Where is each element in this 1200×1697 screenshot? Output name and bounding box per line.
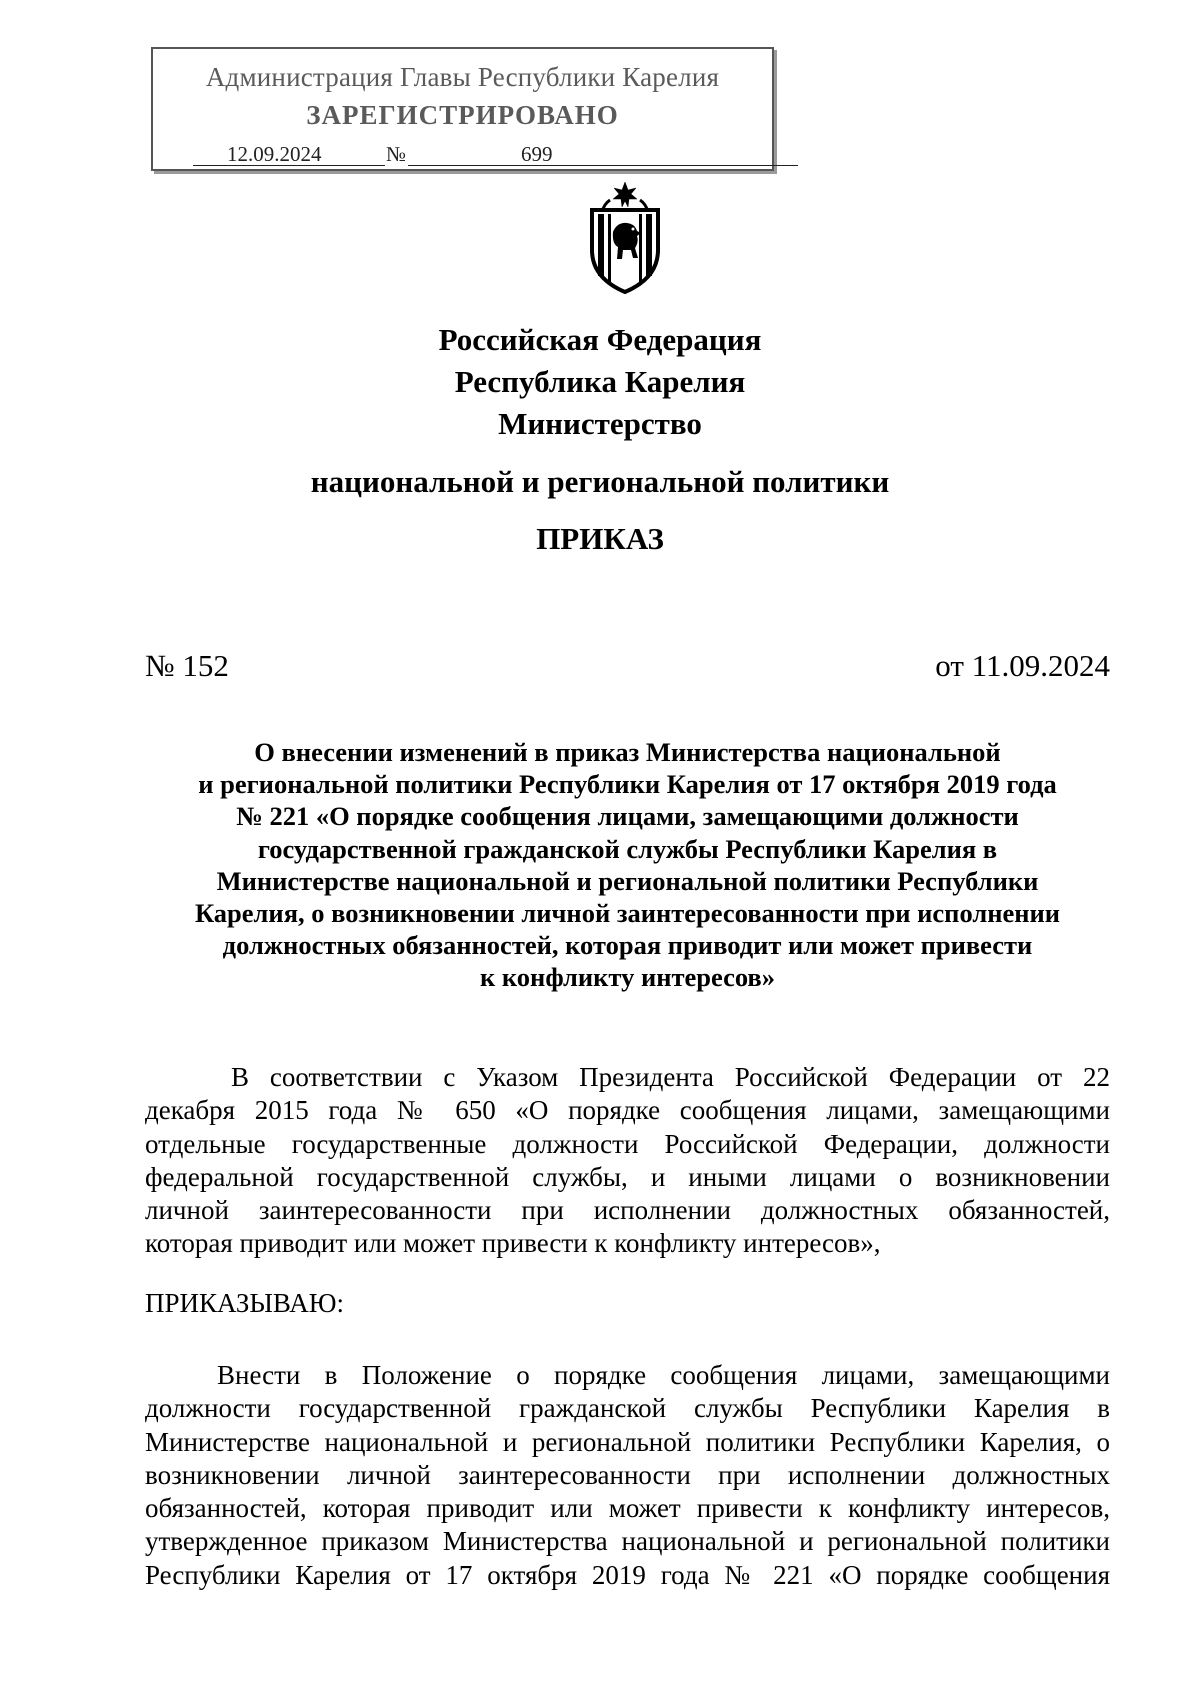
stamp-number-underline bbox=[408, 165, 798, 166]
order-word bbox=[145, 1287, 1110, 1320]
paragraph-line: должности государственной гражданской службы Республики Карелия в bbox=[145, 1393, 1110, 1424]
order-word-text: ПРИКАЗЫВАЮ: bbox=[145, 1288, 344, 1318]
paragraph-line: декабря 2015 года № 650 «О порядке сообщения лицами, замещающими bbox=[145, 1095, 1110, 1126]
operative-paragraph bbox=[145, 1359, 1110, 1592]
paragraph-line: федеральной государственной службы, и иными лицами о возникновении bbox=[145, 1161, 1110, 1192]
stamp-number: 699 bbox=[521, 142, 553, 166]
subject-line: к конфликту интересов» bbox=[479, 962, 775, 993]
order-date: от 11.09.2024 bbox=[935, 648, 1110, 683]
header-country: Российская Федерация bbox=[438, 322, 762, 357]
registration-stamp bbox=[151, 47, 774, 171]
subject-line: Министерстве национальной и региональной политики Республики bbox=[216, 865, 1039, 896]
subject-line: Карелия, о возникновении личной заинтересованности при исполнении bbox=[194, 898, 1061, 929]
header-ministry-name: национальной и региональной политики bbox=[310, 464, 890, 499]
stamp-authority: Администрация Главы Республики Карелия bbox=[205, 62, 720, 92]
paragraph-line: В соответствии с Указом Президента Российской Федерации от 22 bbox=[231, 1062, 1110, 1092]
stamp-gap-underline bbox=[363, 165, 385, 166]
paragraph-line: возникновении личной заинтересованности при исполнении должностных bbox=[145, 1459, 1110, 1490]
preamble-paragraph bbox=[145, 1061, 1110, 1261]
stamp-registered-label: ЗАРЕГИСТРИРОВАНО bbox=[306, 100, 619, 130]
subject-line: государственной гражданской службы Республики Карелия в bbox=[257, 833, 998, 864]
subject-line: и региональной политики Республики Карелия от 17 октября 2019 года bbox=[198, 769, 1057, 800]
stamp-date: 12.09.2024 bbox=[227, 142, 322, 166]
paragraph-line: которая приводит или может привести к конфликту интересов», bbox=[145, 1228, 881, 1259]
paragraph-line: утвержденное приказом Министерства национальной и региональной политики bbox=[145, 1526, 1110, 1557]
subject-line: № 221 «О порядке сообщения лицами, замещающими должности bbox=[236, 801, 1019, 832]
order-subject bbox=[145, 736, 1110, 994]
paragraph-line: обязанностей, которая приводит или может привести к конфликту интересов, bbox=[145, 1493, 1110, 1524]
paragraph-line: Внести в Положение о порядке сообщения лицами, замещающими bbox=[217, 1360, 1110, 1390]
paragraph-line: личной заинтересованности при исполнении должностных обязанностей, bbox=[145, 1195, 1110, 1226]
subject-line: О внесении изменений в приказ Министерства национальной bbox=[254, 737, 1001, 767]
paragraph-line: отдельные государственные должности Российской Федерации, должности bbox=[145, 1128, 1110, 1159]
paragraph-line: Республики Карелия от 17 октября 2019 года № 221 «О порядке сообщения bbox=[145, 1559, 1110, 1590]
subject-line: должностных обязанностей, которая приводит или может привести bbox=[222, 930, 1033, 961]
karelia-coat-of-arms-icon bbox=[580, 180, 670, 296]
header-republic: Республика Карелия bbox=[454, 364, 746, 399]
stamp-registration-line bbox=[193, 142, 753, 168]
order-number: № 152 bbox=[145, 648, 229, 683]
header-ministry: Министерство bbox=[498, 406, 702, 441]
document-type: ПРИКАЗ bbox=[536, 521, 664, 556]
paragraph-line: Министерстве национальной и региональной политики Республики Карелия, о bbox=[145, 1426, 1110, 1457]
stamp-number-sign: № bbox=[386, 142, 407, 166]
